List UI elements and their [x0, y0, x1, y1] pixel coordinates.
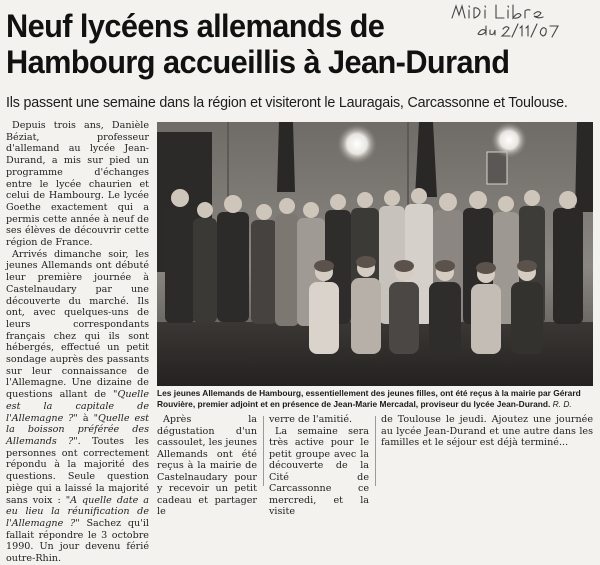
text-run: . Toutes les personnes ont correctement répondu à la majorité des questions. Seule question piège qui a laissé la majorité sans voix :: [6, 435, 149, 506]
article-body-lower-columns: [157, 414, 593, 517]
headline: [6, 8, 570, 80]
lower-column-1: [157, 414, 257, 518]
caption-text: Les jeunes Allemands de Hambourg, essentiellement des jeunes filles, ont été reçus à la mairie par Gérard Rouvière, premier adjoint et en présence de Jean-Marie Mercadal, proviseur du lycée Jean-Durand.: [157, 388, 581, 409]
article-body-left-column: [6, 120, 149, 565]
headline-line-1: Neuf lycéens allemands de: [6, 8, 385, 44]
quote-capital: "Quelle est la capitale de l'Allemagne ?": [6, 389, 149, 424]
lower-column-2: [269, 414, 369, 518]
photo-caption: [157, 388, 593, 409]
quote-drink: "Quelle est la boisson préférée des Allemands ?": [6, 412, 149, 447]
paragraph-cassoulet: Après la dégustation d'un cassoulet, les jeunes Allemands ont été reçus à la mairie de Castelnaudary pour y recevoir un petit cadeau et partager le: [157, 414, 257, 517]
subtitle: Ils passent une semaine dans la région et visiteront le Lauragais, Carcassonne et Toulouse.: [6, 95, 568, 111]
paragraph-week-plan: La semaine sera très active pour le petit groupe avec la découverte de la Cité de Carcassonne ce mercredi, et la visite: [269, 425, 369, 517]
column-divider: [375, 416, 376, 486]
lower-column-3: [381, 414, 593, 449]
text-run: à: [77, 412, 94, 424]
photo-illustration: [157, 122, 593, 386]
quote-reunification: "A quelle date a eu lieu la réunification de l'Allemagne ?": [6, 494, 149, 529]
paragraph-friendship: verre de l'amitié.: [269, 414, 353, 425]
text-run: Arrivés dimanche soir, les jeunes Allemands ont débuté leur première journée à Castelnaudary par une découverte du marché. Ils ont, avec quelques-uns de leurs correspondants français chez qui ils sont hébergés, effectué un petit sondage auprès des passants sur leur connaissance de l'Allemagne. Une dizaine de questions allant de: [6, 248, 149, 401]
headline-line-2: Hambourg accueillis à Jean-Durand: [6, 44, 510, 80]
text-run: Sachez qu'il fallait répondre le 3 octobre 1990. Un jour devenu férié outre-Rhin.: [6, 517, 149, 565]
column-divider: [263, 416, 264, 486]
paragraph-toulouse: de Toulouse le jeudi. Ajoutez une journée au lycée Jean-Durand et une autre dans les familles et le séjour est déjà terminé...: [381, 414, 593, 448]
group-photo: [157, 122, 593, 386]
paragraph-arrival: [6, 249, 149, 565]
photo-credit: R. D.: [552, 398, 572, 409]
paragraph-intro: Depuis trois ans, Danièle Béziat, professeur d'allemand au lycée Jean-Durand, a mis sur pied un programme d'échanges entre le lycée chaurien et celui de Hambourg. Le lycée Goethe exactement qui a permis cette année à neuf de ses élèves de découvrir cette région de France.: [6, 120, 149, 249]
